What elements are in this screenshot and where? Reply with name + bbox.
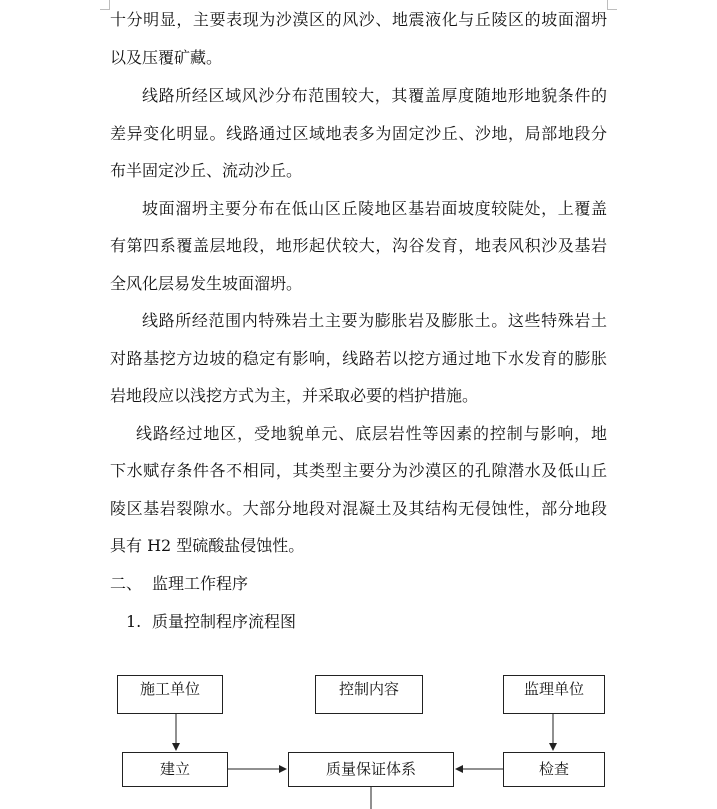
flow-node-label: 控制内容: [338, 680, 399, 698]
paragraph-line: 布半固定沙丘、流动沙丘。: [110, 161, 303, 180]
sub-heading-title: 质量控制程序流程图: [152, 612, 297, 631]
paragraph-line: 线路经过地区，受地貌单元、底层岩性等因素的控制与影响，地: [136, 424, 607, 443]
flow-node-label: 监理单位: [523, 680, 584, 698]
paragraph-line: 对路基挖方边坡的稳定有影响，线路若以挖方通过地下水发育的膨胀: [110, 349, 607, 368]
paragraph-line: 陵区基岩裂隙水。大部分地段对混凝土及其结构无侵蚀性，部分地段: [110, 499, 607, 518]
flow-node-label: 质量保证体系: [325, 760, 416, 778]
paragraph-line: 岩地段应以浅挖方式为主，并采取必要的档护措施。: [110, 386, 479, 405]
paragraph-line: 坡面溜坍主要分布在低山区丘陵地区基岩面坡度较陡处，上覆盖: [142, 199, 607, 218]
paragraph-line: 以及压覆矿藏。: [110, 48, 223, 67]
paragraph-line: 全风化层易发生坡面溜坍。: [110, 274, 303, 293]
paragraph-line: 差异变化明显。线路通过区域地表多为固定沙丘、沙地，局部地段分: [110, 124, 607, 143]
flow-node-label: 建立: [159, 760, 190, 778]
sub-heading-number: 1.: [126, 612, 142, 631]
section-heading-title: 监理工作程序: [152, 574, 249, 593]
flow-node-label: 施工单位: [139, 680, 200, 698]
paragraph-line: 线路所经范围内特殊岩土主要为膨胀岩及膨胀土。这些特殊岩土: [142, 311, 607, 330]
section-heading-number: 二、: [110, 574, 143, 593]
paragraph-line: 十分明显，主要表现为沙漠区的风沙、地震液化与丘陵区的坡面溜坍: [110, 10, 607, 29]
paragraph-line: 下水赋存条件各不相同，其类型主要分为沙漠区的孔隙潜水及低山丘: [110, 461, 607, 480]
flow-node-label: 检查: [538, 760, 569, 778]
paragraph-line: 具有 H2 型硫酸盐侵蚀性。: [110, 536, 305, 555]
paragraph-line: 线路所经区域风沙分布范围较大，其覆盖厚度随地形地貌条件的: [142, 86, 607, 105]
paragraph-line: 有第四系覆盖层地段，地形起伏较大，沟谷发育，地表风积沙及基岩: [110, 236, 607, 255]
